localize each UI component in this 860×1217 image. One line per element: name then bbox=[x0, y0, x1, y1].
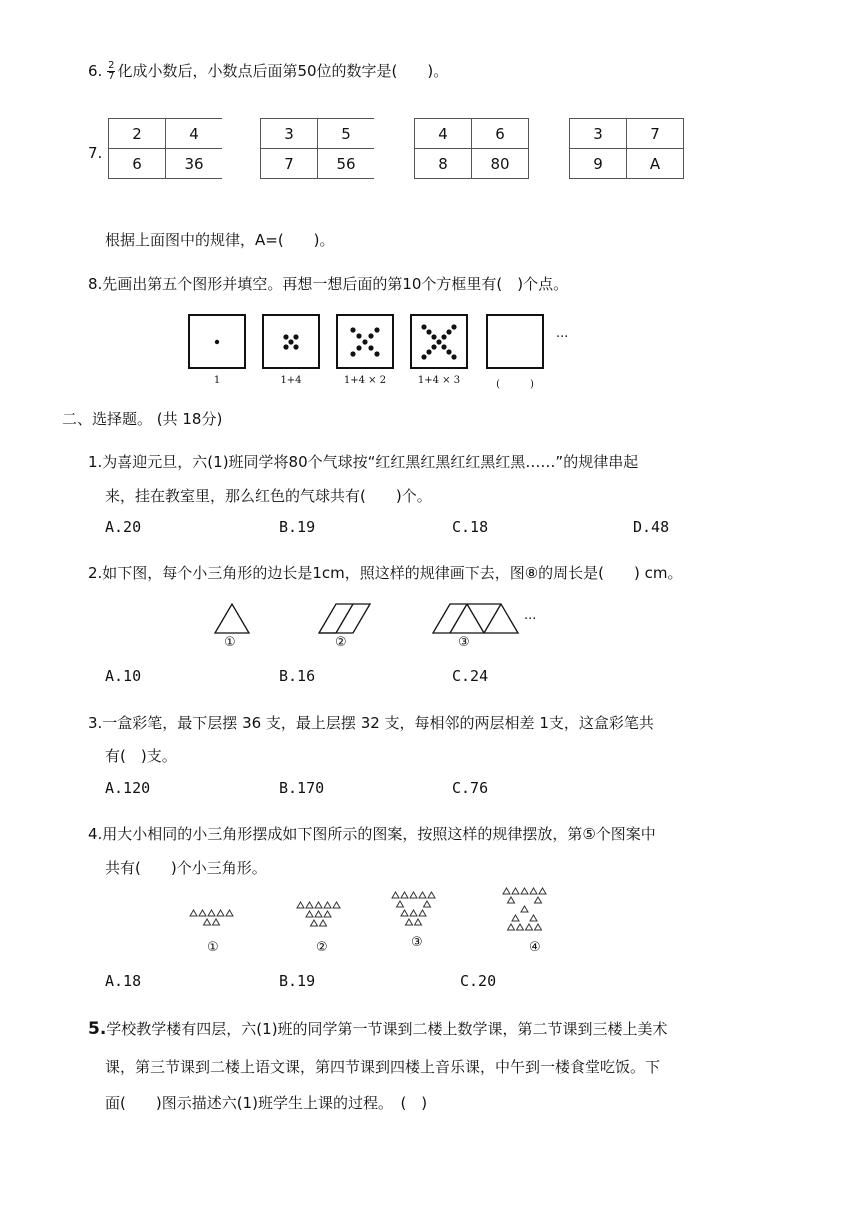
table-cell: 3 bbox=[261, 119, 318, 149]
table-cell: 7 bbox=[627, 119, 684, 149]
choice-4-line-1: 4.用大小相同的小三角形摆成如下图所示的图案，按照这样的规律摆放，第⑤个图案中 bbox=[88, 825, 656, 843]
table-cell: A bbox=[627, 149, 684, 179]
table-cell: 5 bbox=[318, 119, 375, 149]
triangle-pattern-figure bbox=[185, 884, 565, 944]
choice-5-line-1 bbox=[88, 1018, 668, 1039]
table-cell: 4 bbox=[166, 119, 223, 149]
dot-caption-4: 1+4 × 3 bbox=[417, 375, 461, 386]
table-cell: 4 bbox=[415, 119, 472, 149]
choice-1-line-1: 1.为喜迎元旦，六(1)班同学将80个气球按“红红黑红黑红红黑红黑……”的规律串起 bbox=[88, 453, 639, 471]
table-cell: 8 bbox=[415, 149, 472, 179]
table-cell: 7 bbox=[261, 149, 318, 179]
question-6-text: 化成小数后，小数点后面第50位的数字是( )。 bbox=[117, 62, 449, 80]
section-2-title: 二、选择题。 (共 18分) bbox=[62, 410, 223, 428]
choice-2-line-1: 2.如下图，每个小三角形的边长是1cm，照这样的规律画下去，图⑧的周长是( ) cm。 bbox=[88, 564, 683, 582]
question-6-number: 6. bbox=[88, 62, 103, 80]
table-cell: 6 bbox=[472, 119, 529, 149]
number-table-2 bbox=[260, 118, 374, 179]
dot-figure-ellipsis: ··· bbox=[556, 330, 569, 345]
number-table-3 bbox=[414, 118, 529, 179]
triangle-label-1: ① bbox=[224, 635, 236, 650]
pattern-label-3: ③ bbox=[411, 935, 423, 950]
table-cell: 36 bbox=[166, 149, 223, 179]
fraction-2-7 bbox=[107, 61, 115, 82]
dot-figure-4 bbox=[410, 314, 468, 369]
pattern-label-1: ① bbox=[207, 940, 219, 955]
choice-3-option-c[interactable]: C.76 bbox=[452, 779, 489, 797]
choice-5-text: 学校教学楼有四层，六(1)班的同学第一节课到二楼上数学课，第二节课到三楼上美术 bbox=[106, 1020, 668, 1038]
question-7-number: 7. bbox=[88, 144, 103, 162]
fraction-denominator: 7 bbox=[108, 71, 115, 82]
choice-2-option-c[interactable]: C.24 bbox=[452, 667, 489, 685]
choice-4-option-b[interactable]: B.19 bbox=[279, 972, 316, 990]
dot-caption-1: 1 bbox=[213, 375, 221, 386]
choice-1-option-b[interactable]: B.19 bbox=[279, 518, 316, 536]
choice-3-option-b[interactable]: B.170 bbox=[279, 779, 325, 797]
pattern-label-4: ④ bbox=[529, 940, 541, 955]
choice-3-line-1: 3.一盒彩笔，最下层摆 36 支，最上层摆 32 支，每相邻的两层相差 1支，这盒彩笔共 bbox=[88, 714, 654, 732]
dot-caption-3: 1+4 × 2 bbox=[343, 375, 387, 386]
choice-4-option-a[interactable]: A.18 bbox=[105, 972, 142, 990]
choice-1-option-d[interactable]: D.48 bbox=[633, 518, 670, 536]
choice-5-line-3: 面( )图示描述六(1)班学生上课的过程。 ( ) bbox=[105, 1094, 428, 1112]
dot-figure-5-blank[interactable] bbox=[486, 314, 544, 369]
dot-figure-3 bbox=[336, 314, 394, 369]
table-cell: 3 bbox=[570, 119, 627, 149]
choice-2-option-a[interactable]: A.10 bbox=[105, 667, 142, 685]
triangle-ellipsis: ··· bbox=[524, 612, 537, 627]
fraction-numerator: 2 bbox=[108, 60, 115, 71]
table-cell: 2 bbox=[109, 119, 166, 149]
table-cell: 6 bbox=[109, 149, 166, 179]
dot-figure-1 bbox=[188, 314, 246, 369]
table-cell: 9 bbox=[570, 149, 627, 179]
number-table-4 bbox=[569, 118, 684, 179]
question-7-text: 根据上面图中的规律，A=( )。 bbox=[105, 231, 335, 249]
choice-3-option-a[interactable]: A.120 bbox=[105, 779, 151, 797]
triangle-row-figure bbox=[205, 596, 545, 654]
choice-2-option-b[interactable]: B.16 bbox=[279, 667, 316, 685]
number-table-1 bbox=[108, 118, 222, 179]
dot-caption-5: ( ) bbox=[496, 379, 534, 390]
choice-3-line-2: 有( )支。 bbox=[105, 747, 177, 765]
choice-5-line-2: 课，第三节课到二楼上语文课，第四节课到四楼上音乐课，中午到一楼食堂吃饭。下 bbox=[105, 1058, 661, 1076]
dot-figure-2 bbox=[262, 314, 320, 369]
dot-caption-2: 1+4 bbox=[280, 375, 302, 386]
table-cell: 80 bbox=[472, 149, 529, 179]
table-cell: 56 bbox=[318, 149, 375, 179]
triangle-label-3: ③ bbox=[458, 635, 470, 650]
pattern-label-2: ② bbox=[316, 940, 328, 955]
question-6 bbox=[88, 60, 448, 82]
choice-4-option-c[interactable]: C.20 bbox=[460, 972, 497, 990]
choice-1-option-a[interactable]: A.20 bbox=[105, 518, 142, 536]
choice-1-line-2: 来，挂在教室里，那么红色的气球共有( )个。 bbox=[105, 487, 432, 505]
question-8-text: 8.先画出第五个图形并填空。再想一想后面的第10个方框里有( )个点。 bbox=[88, 275, 569, 293]
triangle-label-2: ② bbox=[335, 635, 347, 650]
choice-4-line-2: 共有( )个小三角形。 bbox=[105, 859, 267, 877]
choice-5-number: 5. bbox=[88, 1019, 107, 1039]
choice-1-option-c[interactable]: C.18 bbox=[452, 518, 489, 536]
